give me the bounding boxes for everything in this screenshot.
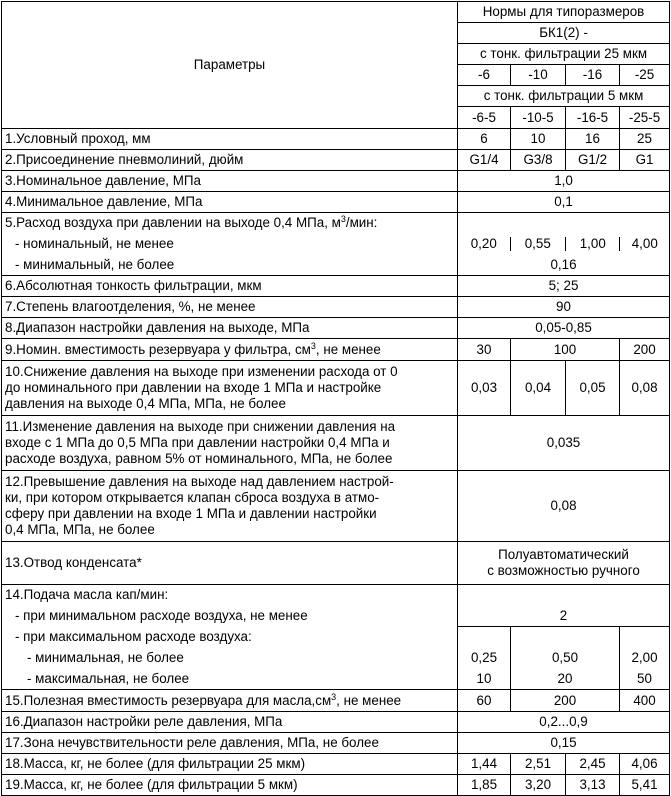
cell-value: 200 — [620, 339, 670, 361]
header-size: -16-5 — [566, 107, 620, 129]
header-size: -10 — [511, 65, 566, 86]
row-sublabel: - при минимальном расходе воздуха, не менее — [2, 606, 458, 627]
cell-value: 4,00 — [631, 236, 658, 252]
cell-value: 0,20 — [470, 236, 497, 252]
norms-table — [1, 1, 670, 796]
cell-value: 0,08 — [458, 471, 670, 542]
row-label: 2.Присоединение пневмолиний, дюйм — [2, 150, 458, 171]
row-label: 14.Подача масла кап/мин: — [2, 585, 458, 606]
cell-value: 20 — [511, 669, 620, 690]
row-label: 3.Номинальное давление, МПа — [2, 171, 458, 192]
header-size: -6 — [458, 65, 511, 86]
cell-value: 25 — [620, 129, 670, 150]
table-row — [2, 627, 670, 648]
table-row — [2, 213, 670, 234]
cell-value: 0,05 — [566, 361, 620, 416]
cell-value: 0,50 — [511, 648, 620, 669]
cell-value: 0,05-0,85 — [458, 318, 670, 339]
cell-value: 1,0 — [458, 171, 670, 192]
cell-value: 16 — [566, 129, 620, 150]
row-label: 11.Изменение давления на выходе при снижении давления на входе с 1 МПа до 0,5 МПа при давлении настройки 0,4 МПа и расходе воздуха, равном 5% от номинального, МПа, не более — [2, 416, 458, 471]
cell-value: 6 — [458, 129, 511, 150]
cell-value: 1,00 — [579, 236, 606, 252]
header-size: -6-5 — [458, 107, 511, 129]
header-size: -25-5 — [620, 107, 670, 129]
table-row — [2, 690, 670, 712]
cell-value: 4,06 — [620, 754, 670, 775]
table-row — [2, 361, 670, 416]
header-size: -25 — [620, 65, 670, 86]
header-size: -10-5 — [511, 107, 566, 129]
table-row — [2, 276, 670, 297]
row-sublabel: - номинальный, не менее — [2, 234, 458, 255]
cell-value: 60 — [458, 690, 511, 712]
cell-value: 0,55 — [524, 236, 551, 252]
table-row — [2, 318, 670, 339]
cell-value: 100 — [511, 339, 620, 361]
table-row — [2, 192, 670, 213]
header-type: БК1(2) - — [458, 23, 670, 44]
cell-value: 400 — [620, 690, 670, 712]
cell-value: G1/4 — [458, 150, 511, 171]
cell-value: G1/2 — [566, 150, 620, 171]
table-row — [2, 150, 670, 171]
cell-value: 10 — [458, 669, 511, 690]
row-sublabel: - при максимальном расходе воздуха: — [2, 627, 458, 648]
cell-value: 3,13 — [566, 775, 620, 796]
row-label: 16.Диапазон настройки реле давления, МПа — [2, 712, 458, 733]
row-label: 9.Номин. вместимость резервуара у фильтра, $см^3$, не менее — [2, 339, 458, 361]
table-row — [2, 712, 670, 733]
cell-value: 1,85 — [458, 775, 511, 796]
table-row — [2, 542, 670, 585]
table-row — [2, 171, 670, 192]
cell-value: 1,44 — [458, 754, 511, 775]
cell-value: 0,25 — [458, 648, 511, 669]
table-row — [2, 754, 670, 775]
cell-value: 0,2...0,9 — [458, 712, 670, 733]
row-label: 19.Масса, кг, не более (для фильтрации 5 мкм) — [2, 775, 458, 796]
table-row — [2, 585, 670, 606]
table-row — [2, 234, 670, 255]
row-label: 6.Абсолютная тонкость фильтрации, мкм — [2, 276, 458, 297]
cell-value-group — [458, 234, 670, 255]
cell-value: 0,03 — [458, 361, 511, 416]
row-label: 7.Степень влагоотделения, %, не менее — [2, 297, 458, 318]
header-params: Параметры — [2, 2, 458, 129]
table-row — [2, 606, 670, 627]
table-row — [2, 129, 670, 150]
cell-value: 5,41 — [620, 775, 670, 796]
cell-value: 10 — [511, 129, 566, 150]
table-row — [2, 775, 670, 796]
cell-value: 2,00 — [620, 648, 670, 669]
row-label: 8.Диапазон настройки давления на выходе, МПа — [2, 318, 458, 339]
cell-value: 0,04 — [511, 361, 566, 416]
table-row — [2, 669, 670, 690]
cell-value: 2 — [458, 606, 670, 627]
row-label: 1.Условный проход, мм — [2, 129, 458, 150]
row-sublabel: - минимальный, не более — [2, 255, 458, 276]
cell-value: 2,45 — [566, 754, 620, 775]
cell-value: 200 — [511, 690, 620, 712]
header-norms: Нормы для типоразмеров — [458, 2, 670, 23]
row-label: 10.Снижение давления на выходе при изменении расхода от 0 до номинального при давлении на входе 1 МПа и настройке давления на выходе 0,4 МПа, МПа, не более — [2, 361, 458, 416]
table-row — [2, 648, 670, 669]
cell-value: 0,1 — [458, 192, 670, 213]
table-row — [2, 297, 670, 318]
cell-value: 30 — [458, 339, 511, 361]
cell-value: 0,15 — [458, 733, 670, 754]
cell-value: 0,16 — [458, 255, 670, 276]
table-row — [2, 339, 670, 361]
table-row — [2, 255, 670, 276]
table-row — [2, 416, 670, 471]
header-filt25: с тонк. фильтрации 25 мкм — [458, 44, 670, 65]
cell-value: G1 — [620, 150, 670, 171]
row-label: 15.Полезная вместимость резервуара для $масла,см^3$, не менее — [2, 690, 458, 712]
row-label: 18.Масса, кг, не более (для фильтрации 25 мкм) — [2, 754, 458, 775]
cell-value: 90 — [458, 297, 670, 318]
table-row — [2, 733, 670, 754]
header-size: -16 — [566, 65, 620, 86]
row-sublabel: - минимальная, не более — [2, 648, 458, 669]
cell-value: 3,20 — [511, 775, 566, 796]
row-label: 4.Минимальное давление, МПа — [2, 192, 458, 213]
cell-value: G3/8 — [511, 150, 566, 171]
row-sublabel: - максимальная, не более — [2, 669, 458, 690]
row-label: 17.Зона нечувствительности реле давления, МПа, не более — [2, 733, 458, 754]
cell-value: 50 — [620, 669, 670, 690]
cell-value: 0,08 — [620, 361, 670, 416]
cell-value: 2,51 — [511, 754, 566, 775]
table-row — [2, 471, 670, 542]
row-label: 13.Отвод конденсата* — [2, 542, 458, 585]
cell-value: Полуавтоматический с возможностью ручного — [458, 542, 670, 585]
row-label: 5.Расход воздуха при давлении на выходе 0,4 МПа, $м^3$/мин: — [2, 213, 458, 234]
header-filt5: с тонк. фильтрации 5 мкм — [458, 86, 670, 107]
cell-value: 5; 25 — [458, 276, 670, 297]
cell-value: 0,035 — [458, 416, 670, 471]
row-label: 12.Превышение давления на выходе над давлением настрой- ки, при котором открывается клапан сброса воздуха в атмо- сферу при давлении на входе 1 МПа и давлении настройки 0,4 МПа, МПа, не более — [2, 471, 458, 542]
